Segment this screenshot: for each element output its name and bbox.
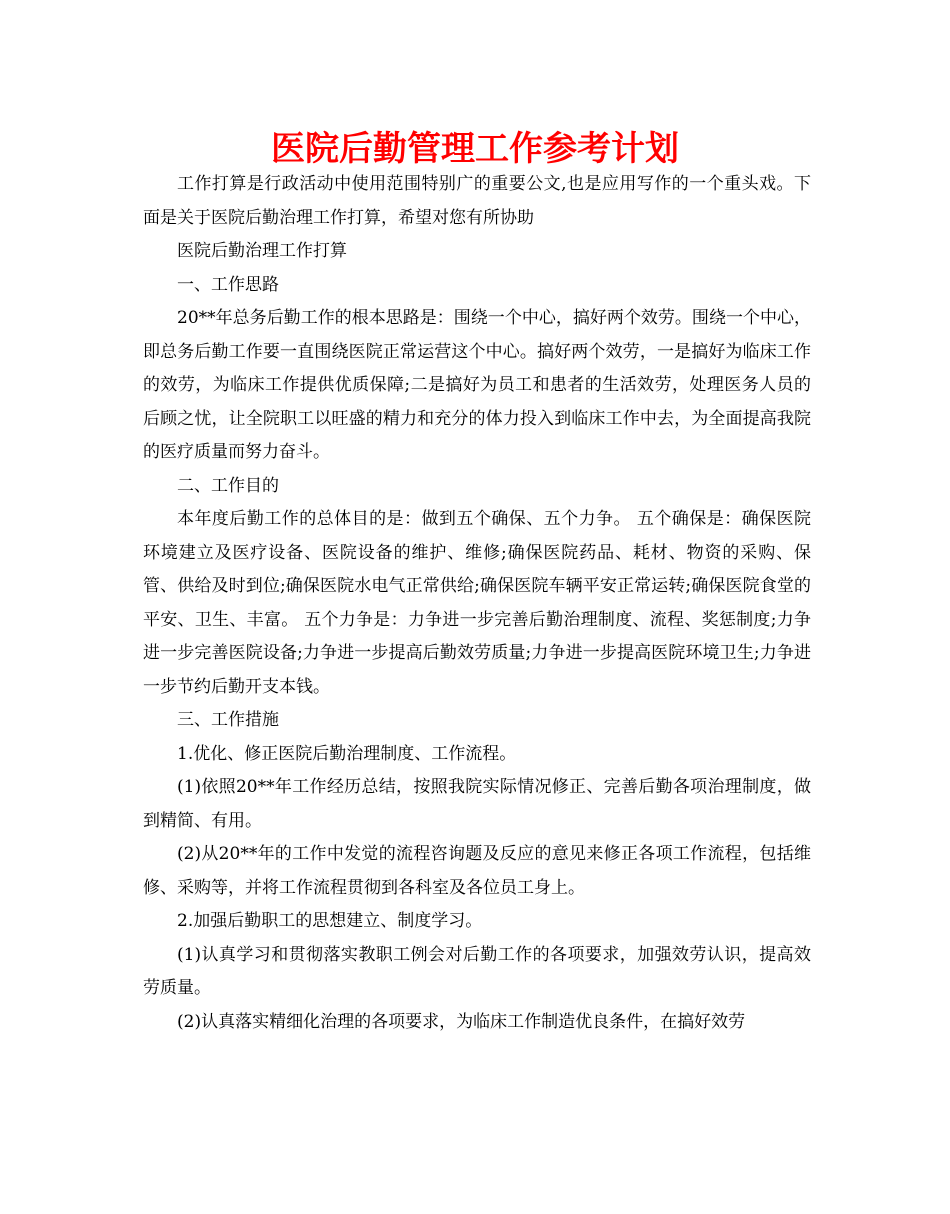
measure-2-item-2: (2)认真落实精细化治理的各项要求，为临床工作制造优良条件，在搞好效劳: [177, 1011, 746, 1032]
section-heading-2: 二、工作目的: [177, 475, 279, 496]
section-heading-1: 一、工作思路: [177, 274, 279, 295]
measure-2-heading: 2.加强后勤职工的思想建立、制度学习。: [177, 911, 483, 931]
measure-2-item-1: (1)认真学习和贯彻落实教职工例会对后勤工作的各项要求，加强效劳认识，提高效劳质量。: [143, 944, 811, 998]
paragraph-subtitle: 医院后勤治理工作打算: [177, 241, 347, 261]
paragraph-work-ideas: 20**年总务后勤工作的根本思路是：围绕一个中心，搞好两个效劳。围绕一个中心，即总务后勤工作要一直围绕医院正常运营这个中心。搞好两个效劳，一是搞好为临床工作的效劳，为临床工作提供优质保障;二是搞好为员工和患者的生活效劳，处理医务人员的后顾之忧，让全院职工以旺盛的精力和充分的体力投入到临床工作中去，为全面提高我院的医疗质量而努力奋斗。: [143, 308, 811, 462]
paragraph-intro: 工作打算是行政活动中使用范围特别广的重要公文,也是应用写作的一个重头戏。下面是关于医院后勤治理工作打算，希望对您有所协助: [143, 174, 811, 228]
document-title: 医院后勤管理工作参考计划: [271, 129, 679, 169]
section-heading-3: 三、工作措施: [177, 710, 279, 730]
measure-1-item-1: (1)依照20**年工作经历总结，按照我院实际情况修正、完善后勤各项治理制度，做到精简、有用。: [143, 777, 811, 831]
measure-1-heading: 1.优化、修正医院后勤治理制度、工作流程。: [177, 743, 517, 764]
paragraph-work-goals: 本年度后勤工作的总体目的是：做到五个确保、五个力争。 五个确保是：确保医院环境建立及医疗设备、医院设备的维护、维修;确保医院药品、耗材、物资的采购、保管、供给及时到位;确保医院水电气正常供给;确保医院车辆平安正常运转;确保医院食堂的平安、卫生、丰富。 五个力争是：力争进一步完善后勤治理制度、流程、奖惩制度;力争进一步完善医院设备;力争进一步提高后勤效劳质量;力争进一步提高医院环境卫生;力争进一步节约后勤开支本钱。: [143, 509, 811, 697]
measure-1-item-2: (2)从20**年的工作中发觉的流程咨询题及反应的意见来修正各项工作流程，包括维修、采购等，并将工作流程贯彻到各科室及各位员工身上。: [143, 844, 811, 898]
document-body: [143, 168, 811, 1039]
